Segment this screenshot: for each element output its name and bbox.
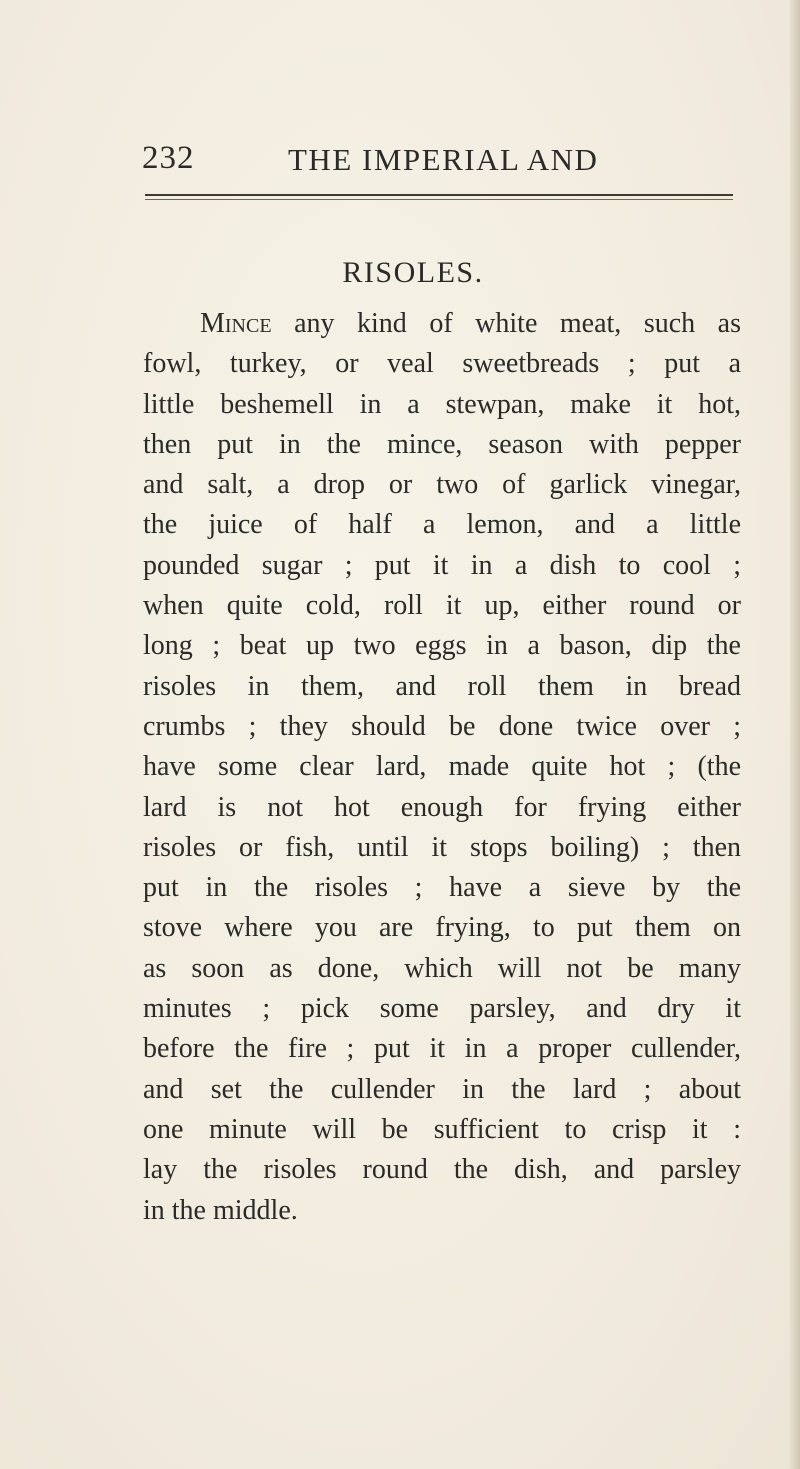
text-line: one minute will be sufficient to crisp it :: [143, 1113, 741, 1145]
text-line: minutes ; pick some parsley, and dry it: [143, 993, 741, 1025]
text-line: then put in the mince, season with pepper: [143, 428, 741, 460]
text-line: fowl, turkey, or veal sweetbreads ; put a: [143, 348, 741, 380]
page-edge-shadow: [790, 0, 800, 1469]
header-rule-thick: [145, 194, 733, 196]
text-line: pounded sugar ; put it in a dish to cool ;: [143, 549, 741, 581]
text-line: as soon as done, which will not be many: [143, 952, 741, 984]
text-line: put in the risoles ; have a sieve by the: [143, 872, 741, 904]
text-line: have some clear lard, made quite hot ; (the: [143, 751, 741, 783]
page-number: 232: [142, 140, 195, 176]
running-title: THE IMPERIAL AND: [288, 142, 599, 177]
text-line: risoles in them, and roll them in bread: [143, 670, 741, 702]
text-line: when quite cold, roll it up, either round or: [143, 590, 741, 622]
text-line: the juice of half a lemon, and a little: [143, 509, 741, 541]
text-line: [143, 304, 741, 344]
text-line: little beshemell in a stewpan, make it hot,: [143, 388, 741, 420]
text-line: before the fire ; put it in a proper cullender,: [143, 1033, 741, 1065]
text-line: long ; beat up two eggs in a bason, dip the: [143, 630, 741, 662]
line-text: any kind of white meat, such as: [271, 308, 741, 339]
page-header: [142, 140, 742, 180]
text-line: and set the cullender in the lard ; about: [143, 1073, 741, 1105]
header-rule-thin: [145, 199, 733, 200]
text-line: in the middle.: [143, 1194, 298, 1226]
text-line: risoles or fish, until it stops boiling) ; then: [143, 831, 741, 863]
text-line: lay the risoles round the dish, and parsley: [143, 1154, 741, 1186]
text-line: crumbs ; they should be done twice over ;: [143, 710, 741, 742]
lead-word: Mince: [200, 308, 272, 339]
text-line: stove where you are frying, to put them on: [143, 912, 741, 944]
text-line: and salt, a drop or two of garlick vinegar,: [143, 469, 741, 501]
recipe-body: [143, 304, 741, 1231]
text-line: lard is not hot enough for frying either: [143, 791, 741, 823]
section-title: RISOLES.: [342, 256, 484, 289]
